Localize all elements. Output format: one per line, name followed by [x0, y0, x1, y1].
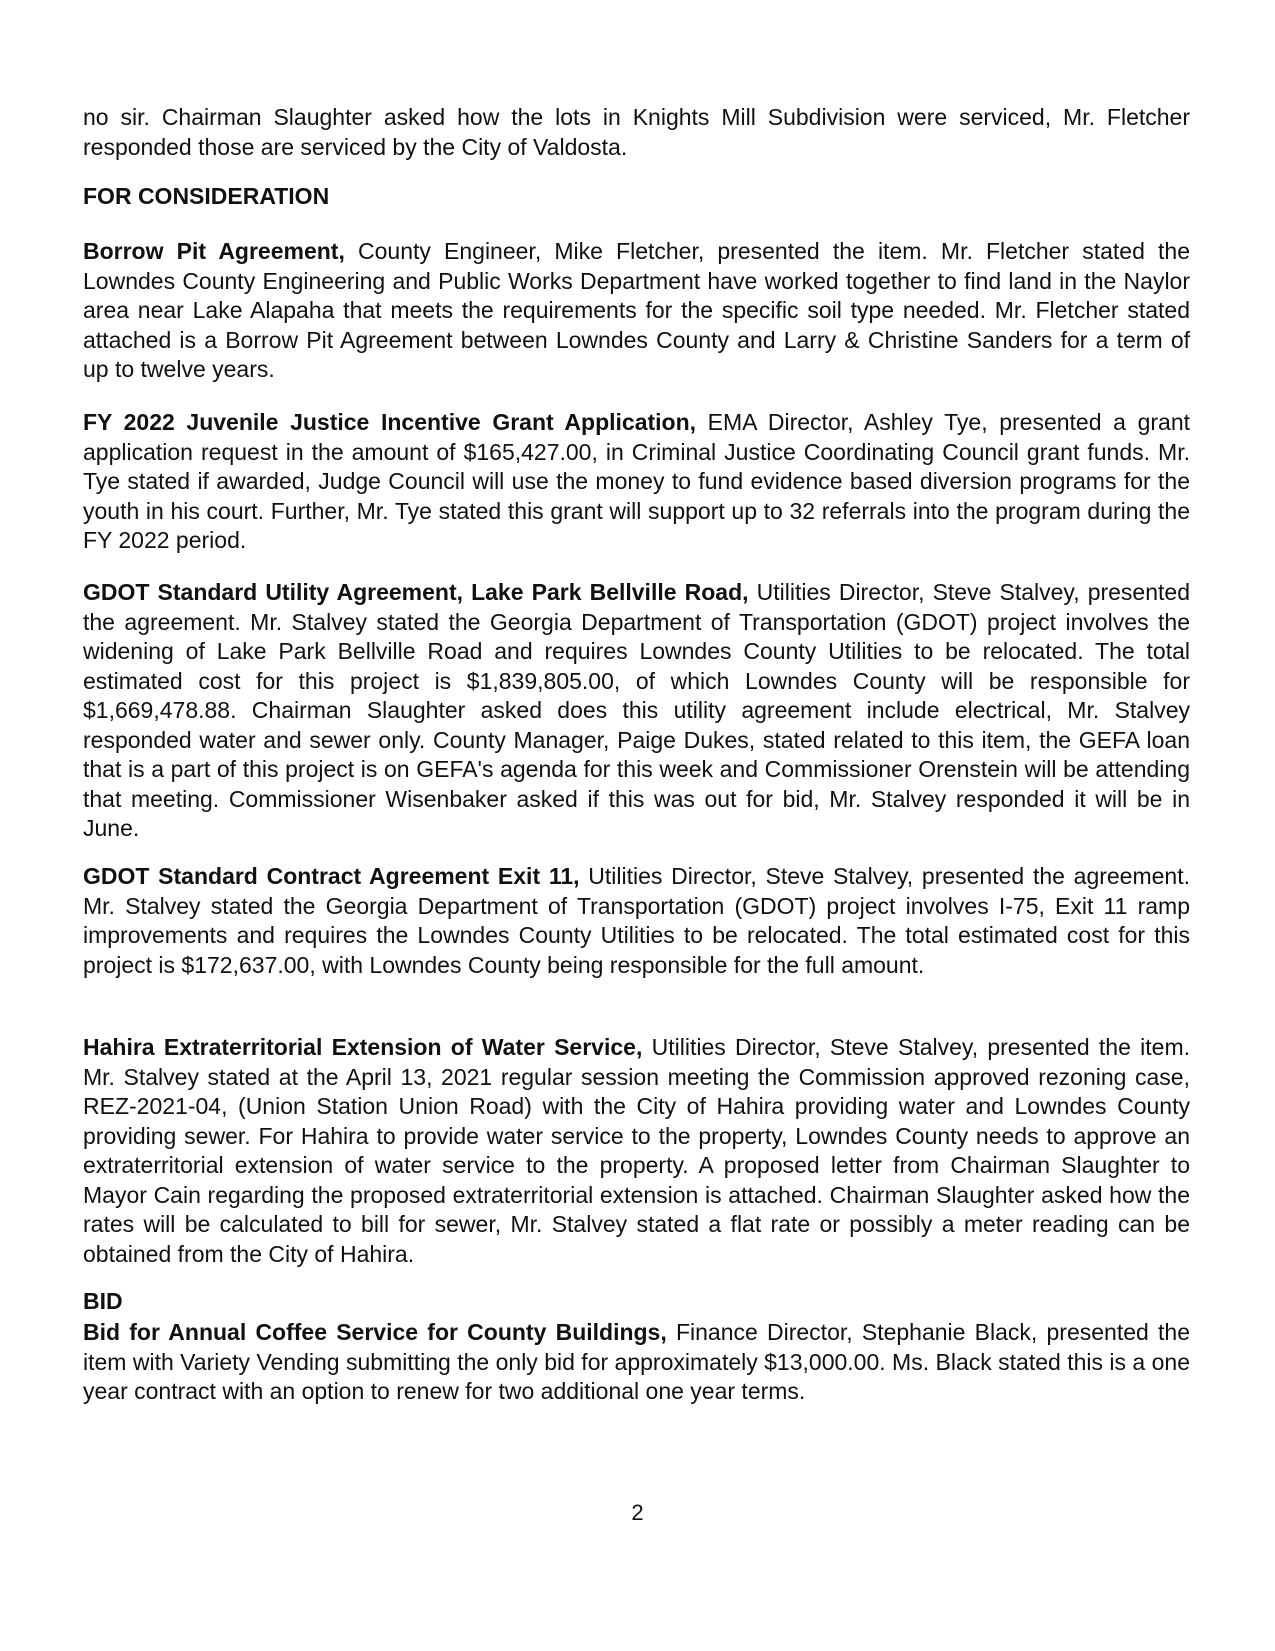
section-heading-for-consideration: FOR CONSIDERATION: [83, 183, 330, 209]
item-title: Bid for Annual Coffee Service for County Buildings,: [83, 1319, 667, 1345]
item-title: GDOT Standard Utility Agreement, Lake Park Bellville Road,: [83, 579, 749, 605]
item-title: FY 2022 Juvenile Justice Incentive Grant Application,: [83, 409, 697, 435]
item-hahira-water-extension: [83, 1033, 1190, 1269]
continuation-paragraph: no sir. Chairman Slaughter asked how the lots in Knights Mill Subdivision were serviced, Mr. Fletcher responded those are serviced by the City of Valdosta.: [83, 104, 1190, 160]
page-number: 2: [631, 1500, 644, 1525]
item-gdot-utility-agreement: [83, 578, 1190, 844]
item-borrow-pit-agreement: [83, 237, 1190, 385]
item-title: Borrow Pit Agreement,: [83, 238, 345, 264]
item-title: GDOT Standard Contract Agreement Exit 11,: [83, 863, 580, 889]
item-gdot-contract-agreement: [83, 862, 1190, 980]
item-juvenile-justice-grant: [83, 408, 1190, 556]
item-title: Hahira Extraterritorial Extension of Water Service,: [83, 1034, 643, 1060]
item-body: Utilities Director, Steve Stalvey, presented the agreement. Mr. Stalvey stated the Georgia Department of Transportation (GDOT) project involves the widening of Lake Park Bellville Road and requires Lowndes County Utilities to be relocated. The total estimated cost for this project is $1,839,805.00, of which Lowndes County will be responsible for $1,669,478.88. Chairman Slaughter asked does this utility agreement include electrical, Mr. Stalvey responded water and sewer only. County Manager, Paige Dukes, stated related to this item, the GEFA loan that is a part of this project is on GEFA's agenda for this week and Commissioner Orenstein will be attending that meeting. Commissioner Wisenbaker asked if this was out for bid, Mr. Stalvey responded it will be in June.: [83, 579, 1190, 841]
item-body: Utilities Director, Steve Stalvey, presented the item. Mr. Stalvey stated at the April 13, 2021 regular session meeting the Commission approved rezoning case, REZ-2021-04, (Union Station Union Road) with the City of Hahira providing water and Lowndes County providing sewer. For Hahira to provide water service to the property, Lowndes County needs to approve an extraterritorial extension of water service to the property. A proposed letter from Chairman Slaughter to Mayor Cain regarding the proposed extraterritorial extension is attached. Chairman Slaughter asked how the rates will be calculated to bill for sewer, Mr. Stalvey stated a flat rate or possibly a meter reading can be obtained from the City of Hahira.: [83, 1034, 1190, 1267]
item-body: Finance Director, Stephanie Black, presented the item with Variety Vending submitting the only bid for approximately $13,000.00. Ms. Black stated this is a one year contract with an option to renew for two additional one year terms.: [83, 1319, 1190, 1404]
section-heading-bid: BID: [83, 1288, 123, 1314]
item-body: County Engineer, Mike Fletcher, presented the item. Mr. Fletcher stated the Lowndes County Engineering and Public Works Department have worked together to find land in the Naylor area near Lake Alapaha that meets the requirements for the specific soil type needed. Mr. Fletcher stated attached is a Borrow Pit Agreement between Lowndes County and Larry & Christine Sanders for a term of up to twelve years.: [83, 238, 1190, 382]
item-coffee-service-bid: [83, 1318, 1190, 1407]
item-body: Utilities Director, Steve Stalvey, presented the agreement. Mr. Stalvey stated the Georgia Department of Transportation (GDOT) project involves I-75, Exit 11 ramp improvements and requires the Lowndes County Utilities to be relocated. The total estimated cost for this project is $172,637.00, with Lowndes County being responsible for the full amount.: [83, 863, 1190, 978]
item-body: EMA Director, Ashley Tye, presented a grant application request in the amount of $165,427.00, in Criminal Justice Coordinating Council grant funds. Mr. Tye stated if awarded, Judge Council will use the money to fund evidence based diversion programs for the youth in his court. Further, Mr. Tye stated this grant will support up to 32 referrals into the program during the FY 2022 period.: [83, 409, 1190, 553]
